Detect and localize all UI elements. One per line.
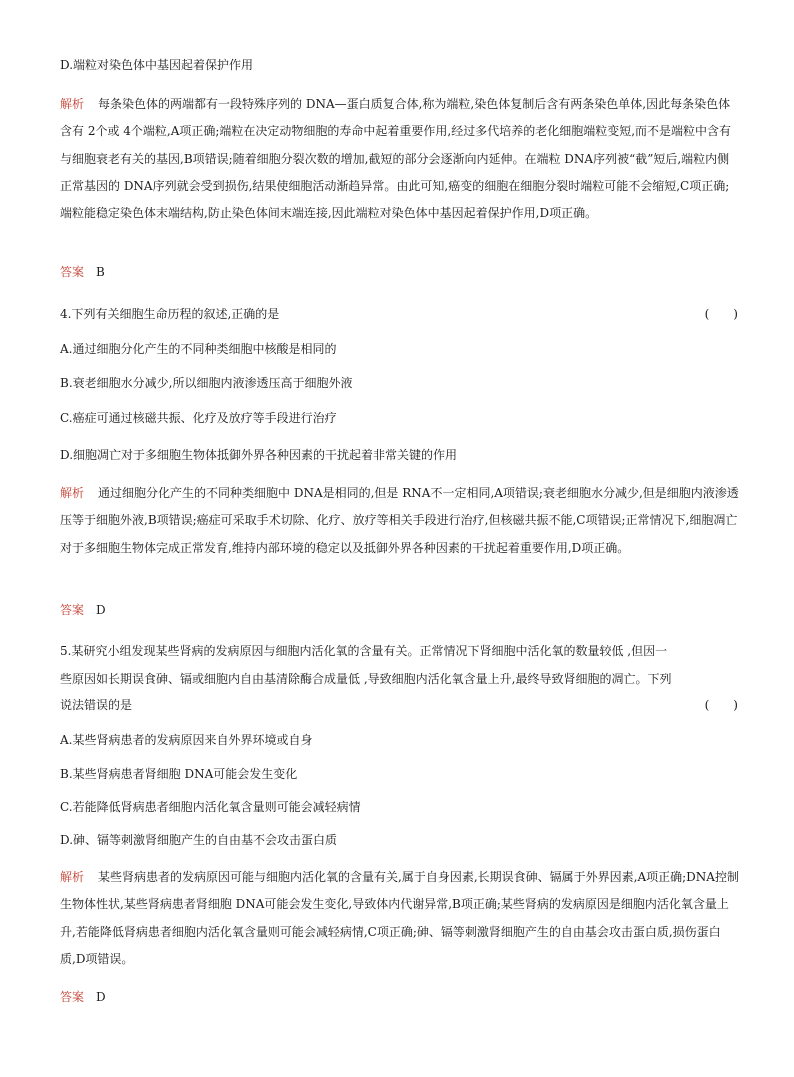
question-stem-q5-line3: 说法错误的是: [60, 698, 133, 712]
analysis-label: 解析: [60, 870, 85, 884]
analysis-text: 通过细胞分化产生的不同种类细胞中 DNA是相同的,但是 RNA不一定相同,A项错误;衰老细胞水分减少,但是细胞内液渗透压等于细胞外液,B项错误;癌症可采取手术切除、化疗、放疗等相关手段进行治疗,但核磁共振不能,C项错误;正常情况下,细胞凋亡对于多细胞生物体完成正常发育,维持内部环境的稳定以及抵御外界各种因素的干扰起着重要作用,D项正确。: [60, 486, 739, 555]
option-a-q4: A.通过细胞分化产生的不同种类细胞中核酸是相同的: [60, 342, 337, 356]
option-b-q5: B.某些肾病患者肾细胞 DNA可能会发生变化: [60, 767, 298, 781]
analysis-q3: [60, 91, 740, 227]
answer-blank-q4: ( ): [704, 307, 738, 321]
question-stem-q5-line2: 些原因如长期误食砷、镉或细胞内自由基清除酶合成量低 ,导致细胞内活化氧含量上升,最终导致肾细胞的凋亡。下列: [60, 672, 672, 686]
analysis-label: 解析: [60, 486, 85, 500]
option-c-q5: C.若能降低肾病患者细胞内活化氧含量则可能会减轻病情: [60, 800, 361, 814]
analysis-text: 每条染色体的两端都有一段特殊序列的 DNA—蛋白质复合体,称为端粒,染色体复制后含有两条染色单体,因此每条染色体含有 2个或 4个端粒,A项正确;端粒在决定动物细胞的寿命中起着重要作用,经过多代培养的老化细胞端粒变短,而不是端粒中含有与细胞衰老有关的基因,B项错误;随着细胞分裂次数的增加,截短的部分会逐渐向内延伸。在端粒 DNA序列被“截”短后,端粒内侧正常基因的 DNA序列就会受到损伤,结果使细胞活动渐趋异常。由此可知,癌变的细胞在细胞分裂时端粒可能不会缩短,C项正确;端粒能稳定染色体末端结构,防止染色体间末端连接,因此端粒对染色体中基因起着保护作用,D项正确。: [60, 97, 732, 221]
analysis-q5: [60, 864, 740, 973]
answer-value: D: [96, 990, 106, 1004]
answer-label: 答案: [60, 603, 85, 617]
option-d-q4: D.细胞凋亡对于多细胞生物体抵御外界各种因素的干扰起着非常关键的作用: [60, 448, 458, 462]
option-d-q5: D.砷、镉等刺激肾细胞产生的自由基不会攻击蛋白质: [60, 833, 338, 847]
option-d-q3: D.端粒对染色体中基因起着保护作用: [60, 58, 254, 72]
answer-q5: [60, 989, 106, 1005]
option-c-q4: C.癌症可通过核磁共振、化疗及放疗等手段进行治疗: [60, 411, 337, 425]
answer-value: B: [96, 265, 105, 279]
answer-label: 答案: [60, 990, 85, 1004]
answer-q4: [60, 602, 106, 618]
answer-label: 答案: [60, 265, 85, 279]
answer-q3: [60, 264, 105, 280]
analysis-label: 解析: [60, 97, 85, 111]
option-b-q4: B.衰老细胞水分减少,所以细胞内液渗透压高于细胞外液: [60, 376, 353, 390]
option-a-q5: A.某些肾病患者的发病原因来自外界环境或自身: [60, 733, 313, 747]
analysis-text: 某些肾病患者的发病原因可能与细胞内活化氧的含量有关,属于自身因素,长期误食砷、镉属于外界因素,A项正确;DNA控制生物体性状,某些肾病患者肾细胞 DNA可能会发生变化,导致体内代谢异常,B项正确;某些肾病的发病原因是细胞内活化氧含量上升,若能降低肾病患者细胞内活化氧含量则可能会减轻病情,C项正确;砷、镉等刺激肾细胞产生的自由基会攻击蛋白质,损伤蛋白质,D项错误。: [60, 870, 739, 966]
question-stem-q5-line1: 5.某研究小组发现某些肾病的发病原因与细胞内活化氧的含量有关。正常情况下肾细胞中活化氧的数量较低 ,但因一: [60, 644, 668, 658]
answer-blank-q5: ( ): [704, 698, 738, 712]
answer-value: D: [96, 603, 106, 617]
question-stem-q4: 4.下列有关细胞生命历程的叙述,正确的是: [60, 307, 280, 321]
analysis-q4: [60, 480, 740, 562]
